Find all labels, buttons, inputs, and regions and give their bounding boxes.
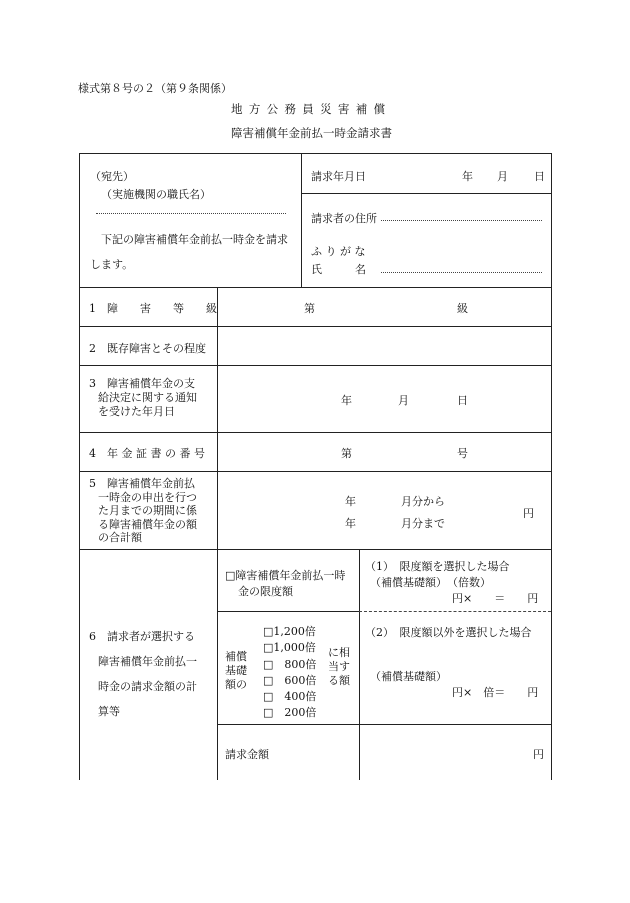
row6-label: 6 請求者が選択する 障害補償年金前払一 時金の請求金額の計 算等 — [89, 630, 197, 718]
title-line-1: 地方公務員災害補償 — [231, 102, 392, 116]
option-600[interactable]: □ 600倍 — [263, 673, 317, 687]
row1-kyu: 級 — [457, 302, 468, 315]
equivalent-amount-label: に相 当す る額 — [328, 646, 350, 687]
limit-checkbox-label[interactable]: □障害補償年金前払一時 — [225, 569, 346, 582]
request-text-line-2: します。 — [90, 258, 134, 271]
form-number: 様式第８号の２（第９条関係） — [78, 82, 232, 95]
addressee-label: （宛先） — [90, 170, 134, 183]
row3-label: 3 障害補償年金の支 給決定に関する通知 を受けた年月日 — [89, 377, 197, 418]
request-date-label: 請求年月日 — [311, 170, 366, 183]
name-label: 氏 名 — [311, 263, 366, 276]
option-800[interactable]: □ 800倍 — [263, 657, 317, 671]
option-400[interactable]: □ 400倍 — [263, 690, 317, 704]
option-1000[interactable]: □1,000倍 — [263, 641, 316, 655]
org-name-field[interactable] — [96, 200, 286, 216]
claim-amount-field[interactable] — [362, 728, 527, 774]
name-field[interactable] — [381, 257, 542, 273]
case2-title: （2） 限度額以外を選択した場合 — [365, 626, 532, 639]
row5-month-to: 月分まで — [401, 517, 445, 530]
row5-month-from: 月分から — [401, 495, 445, 508]
claim-amount-label: 請求金額 — [225, 748, 269, 761]
multiplier-options — [263, 624, 316, 722]
row1-label: 1 障 害 等 級 — [89, 302, 217, 315]
address-field[interactable] — [381, 205, 542, 221]
case1-title: （1） 限度額を選択した場合 — [365, 560, 510, 573]
case1-subtitle: （補償基礎額） （倍数） — [370, 576, 491, 589]
row4-go: 号 — [457, 447, 468, 460]
row4-label: 4 年 金 証 書 の 番 号 — [89, 447, 205, 460]
limit-checkbox-label-cont: 金の限度額 — [238, 585, 293, 598]
title-line-2: 障害補償年金前払一時金請求書 — [231, 126, 392, 140]
case1-calc: 円× ＝ 円 — [452, 592, 539, 605]
option-1200[interactable]: □1,200倍 — [263, 625, 316, 638]
org-name-label: （実施機関の職氏名） — [101, 188, 211, 201]
request-date-day: 日 — [534, 170, 545, 183]
row5-label: 5 障害補償年金前払 一時金の申出を行つ た月までの期間に係 る障害補償年金の額 の合計額 — [89, 477, 197, 544]
row4-dai: 第 — [341, 447, 352, 460]
row2-label: 2 既存障害とその程度 — [89, 342, 206, 355]
row5-yen: 円 — [523, 507, 534, 520]
case2-calc: 円× 倍＝ 円 — [452, 686, 539, 699]
row3-month: 月 — [398, 394, 409, 407]
furigana-label: ふ り が な — [311, 245, 366, 258]
row5-year-from: 年 — [345, 495, 356, 508]
row1-dai: 第 — [304, 302, 315, 315]
request-date-month: 月 — [497, 170, 508, 183]
option-200[interactable]: □ 200倍 — [263, 706, 317, 720]
base-amount-label: 補償 基礎 額の — [225, 650, 247, 691]
case2-subtitle: （補償基礎額） — [370, 670, 447, 683]
request-date-year: 年 — [462, 170, 473, 183]
request-text-line-1: 下記の障害補償年金前払一時金を請求 — [101, 233, 288, 246]
claim-amount-yen: 円 — [533, 748, 544, 761]
row5-year-to: 年 — [345, 517, 356, 530]
row3-day: 日 — [457, 394, 468, 407]
row3-year: 年 — [341, 394, 352, 407]
address-label: 請求者の住所 — [311, 212, 377, 225]
